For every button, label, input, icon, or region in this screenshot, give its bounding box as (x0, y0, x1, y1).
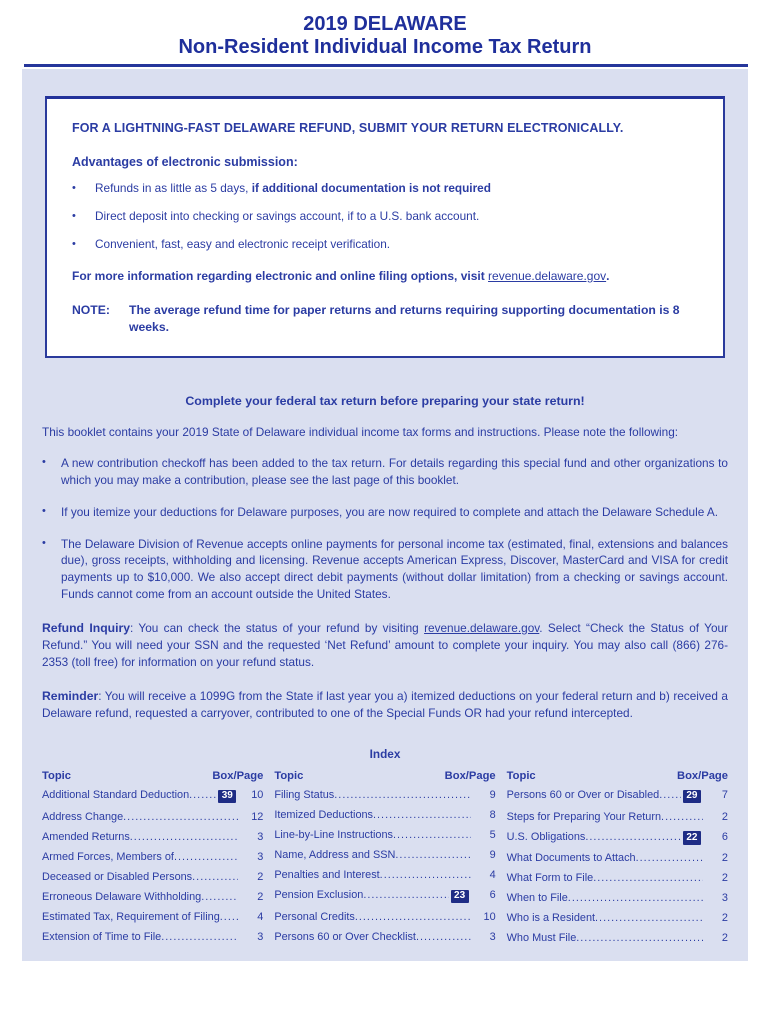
index-topic: Deceased or Disabled Persons (42, 870, 193, 883)
index-column-header (507, 770, 728, 782)
note-label: NOTE: (72, 302, 110, 317)
efile-heading: FOR A LIGHTNING-FAST DELAWARE REFUND, SUBMIT YOUR RETURN ELECTRONICALLY. (72, 121, 624, 135)
dot-leader (576, 932, 703, 945)
index-page: 9 (489, 789, 496, 802)
booklet-intro: This booklet contains your 2019 State of Delaware individual income tax forms and instructions. Please note the following: (42, 424, 679, 439)
dot-leader (568, 892, 703, 905)
reminder-paragraph (42, 688, 728, 722)
dot-leader (373, 809, 471, 822)
index-entry (42, 871, 263, 884)
more-info-period: . (606, 268, 610, 283)
index-page: 2 (257, 870, 264, 883)
index-page: 2 (257, 890, 264, 903)
index-column-header (42, 770, 263, 782)
index-topic: Persons 60 or Over Checklist (274, 930, 416, 943)
index-entry (507, 912, 728, 925)
index-page: 4 (489, 869, 496, 882)
refund-inquiry-label: Refund Inquiry (42, 620, 131, 635)
bullet-icon: • (72, 182, 76, 194)
reminder-text: : You will receive a 1099G from the State if last year you a) itemized deductions on your federal return and b) received a Delaware refund, requested a carryover, contributed to one of the Special Funds OR had your refund intercepted. (42, 688, 728, 720)
index-column-3 (507, 770, 728, 945)
dot-leader (130, 831, 239, 844)
index-topic: Armed Forces, Members of (42, 850, 174, 863)
index-section (42, 747, 728, 945)
index-topic: U.S. Obligations (506, 830, 586, 843)
index-column-header (274, 770, 495, 782)
index-topic: What Documents to Attach (506, 852, 636, 865)
box-page-header: Box/Page (677, 769, 728, 782)
box-number-badge: 29 (683, 790, 701, 804)
revenue-delaware-gov-link[interactable]: revenue.delaware.gov (424, 620, 540, 635)
dot-leader (659, 789, 681, 802)
dot-leader (585, 831, 681, 844)
more-info-text: For more information regarding electronic and online filing options, visit (72, 268, 489, 283)
dot-leader (661, 811, 703, 824)
dot-leader (123, 811, 238, 824)
index-topic: What Form to File (506, 872, 594, 885)
electronic-filing-box (45, 96, 725, 358)
note-item-text: The Delaware Division of Revenue accepts online payments for personal income tax (estimated, final, extensions and balances due), gross receipts, withholding and licensing. Revenue accepts American Express, Discover, MasterCard and VISA for credit payments up to $10,000. We also accept direct debit payments (without dollar limitation) from a checking or savings account. Funds cannot come from an account outside the United States. (61, 536, 728, 601)
index-topic: Pension Exclusion (274, 889, 364, 902)
index-entry (507, 932, 728, 945)
index-page: 6 (721, 830, 728, 843)
dot-leader (363, 889, 448, 902)
index-page: 5 (489, 829, 496, 842)
index-topic: Who is a Resident (506, 912, 596, 925)
index-topic: Additional Standard Deduction (42, 789, 190, 802)
index-page: 9 (489, 849, 496, 862)
index-entry (507, 872, 728, 885)
box-number-badge: 22 (683, 831, 701, 845)
bullet-icon: • (72, 209, 76, 222)
more-info-line (72, 269, 698, 283)
dot-leader (355, 911, 471, 924)
dot-leader (192, 871, 238, 884)
dot-leader (161, 931, 238, 944)
dot-leader (393, 829, 471, 842)
index-page: 6 (489, 889, 496, 902)
index-page: 2 (721, 852, 728, 865)
advantages-heading: Advantages of electronic submission: (72, 155, 298, 169)
list-item (72, 209, 698, 225)
index-entry (274, 789, 495, 802)
dot-leader (380, 869, 471, 882)
topic-header: Topic (506, 769, 536, 782)
index-entry (507, 831, 728, 845)
list-item (72, 181, 698, 197)
dot-leader (174, 851, 238, 864)
bullet-icon: • (42, 456, 46, 469)
refund-inquiry-text-after: . Select “Check the Status of Your Refund.” You will need your SSN and the requested ‘Net Refund’ amount to complete your inquiry. You may also call (866) 276-2353 (toll free) for information on your refund status. (42, 620, 728, 669)
index-entry (274, 809, 495, 822)
index-entry (274, 849, 495, 862)
index-page: 2 (721, 912, 728, 925)
booklet-notes-section (42, 394, 728, 722)
index-entry (42, 831, 263, 844)
box-number-badge: 23 (451, 890, 469, 904)
index-page: 3 (257, 830, 264, 843)
index-page: 3 (257, 850, 264, 863)
index-entry (274, 889, 495, 903)
list-item (42, 455, 728, 489)
index-entry (42, 911, 263, 924)
index-entry (274, 911, 495, 924)
federal-return-heading: Complete your federal tax return before preparing your state return! (185, 393, 585, 408)
dot-leader (595, 912, 703, 925)
index-page: 12 (251, 810, 264, 823)
refund-inquiry-text: : You can check the status of your refund by visiting (130, 620, 425, 635)
dot-leader (201, 891, 238, 904)
index-entry (507, 789, 728, 803)
index-entry (507, 892, 728, 905)
note-item-text: A new contribution checkoff has been added to the tax return. For details regarding this special fund and other organizations to which you may make a contribution, please see the last page of this booklet. (61, 456, 728, 488)
index-entry (42, 891, 263, 904)
index-entry (507, 852, 728, 865)
index-grid (42, 770, 728, 945)
title-divider-rule (24, 64, 748, 67)
page-title-year: 2019 DELAWARE (303, 13, 467, 35)
index-title: Index (369, 746, 401, 761)
box-page-header: Box/Page (212, 769, 264, 782)
advantage-text-normal: Refunds in as little as 5 days, (95, 181, 252, 195)
dot-leader (334, 789, 470, 802)
index-page: 4 (257, 910, 264, 923)
index-topic: Extension of Time to File (42, 930, 162, 943)
index-topic: When to File (506, 892, 568, 905)
note-item-text: If you itemize your deductions for Delaware purposes, you are now required to complete and attach the Delaware Schedule A. (61, 504, 719, 519)
list-item (72, 237, 698, 253)
index-topic: Penalties and Interest (274, 869, 380, 882)
booklet-notes-list (42, 455, 728, 602)
refund-inquiry-paragraph (42, 620, 728, 671)
index-topic: Amended Returns (42, 830, 130, 843)
index-page: 7 (721, 789, 728, 802)
reminder-label: Reminder (42, 688, 99, 703)
note-text: The average refund time for paper returns and returns requiring supporting documentation is 8 weeks. (129, 302, 680, 334)
bullet-icon: • (72, 237, 76, 250)
index-entry (42, 931, 263, 944)
list-item (42, 536, 728, 603)
index-topic: Name, Address and SSN (274, 849, 396, 862)
revenue-delaware-gov-link[interactable]: revenue.delaware.gov (488, 268, 607, 283)
index-column-1 (42, 770, 263, 945)
index-entry (42, 851, 263, 864)
note-row (72, 302, 698, 336)
box-page-header: Box/Page (444, 769, 496, 782)
index-column-2 (274, 770, 495, 945)
advantage-text (95, 181, 491, 197)
dot-leader (189, 789, 216, 802)
bullet-icon: • (42, 536, 46, 549)
index-entry (42, 789, 263, 803)
index-page: 2 (721, 932, 728, 945)
dot-leader (593, 872, 703, 885)
index-page: 3 (721, 892, 728, 905)
index-topic: Personal Credits (274, 910, 355, 923)
page-header (0, 0, 770, 59)
advantages-list (72, 181, 698, 253)
index-topic: Filing Status (274, 789, 335, 802)
dot-leader (416, 931, 471, 944)
page-title-form: Non-Resident Individual Income Tax Return (178, 36, 592, 58)
index-entry (42, 811, 263, 824)
index-entry (507, 811, 728, 824)
index-topic: Persons 60 or Over or Disabled (506, 789, 660, 802)
index-topic: Erroneous Delaware Withholding (42, 890, 202, 903)
index-page: 3 (489, 930, 496, 943)
index-page: 2 (721, 810, 728, 823)
index-topic: Line-by-Line Instructions (274, 829, 393, 842)
index-page: 8 (489, 809, 496, 822)
topic-header: Topic (274, 769, 304, 782)
index-topic: Estimated Tax, Requirement of Filing (42, 910, 220, 923)
index-topic: Who Must File (506, 932, 577, 945)
topic-header: Topic (42, 769, 72, 782)
index-entry (274, 931, 495, 944)
index-entry (274, 829, 495, 842)
dot-leader (220, 911, 239, 924)
advantage-text-bold: if additional documentation is not required (251, 181, 491, 195)
list-item (42, 504, 728, 521)
index-topic: Itemized Deductions (274, 809, 373, 822)
box-number-badge: 39 (218, 790, 236, 804)
index-topic: Steps for Preparing Your Return (506, 810, 662, 823)
bullet-icon: • (42, 504, 46, 517)
dot-leader (395, 849, 470, 862)
dot-leader (636, 852, 703, 865)
advantage-text: Convenient, fast, easy and electronic receipt verification. (95, 236, 391, 251)
advantage-text: Direct deposit into checking or savings account, if to a U.S. bank account. (95, 208, 480, 223)
index-page: 10 (483, 910, 496, 923)
index-entry (274, 869, 495, 882)
index-page: 2 (721, 872, 728, 885)
content-panel (22, 69, 748, 961)
index-topic: Address Change (42, 810, 124, 823)
index-page: 3 (257, 930, 264, 943)
index-page: 10 (251, 789, 264, 802)
